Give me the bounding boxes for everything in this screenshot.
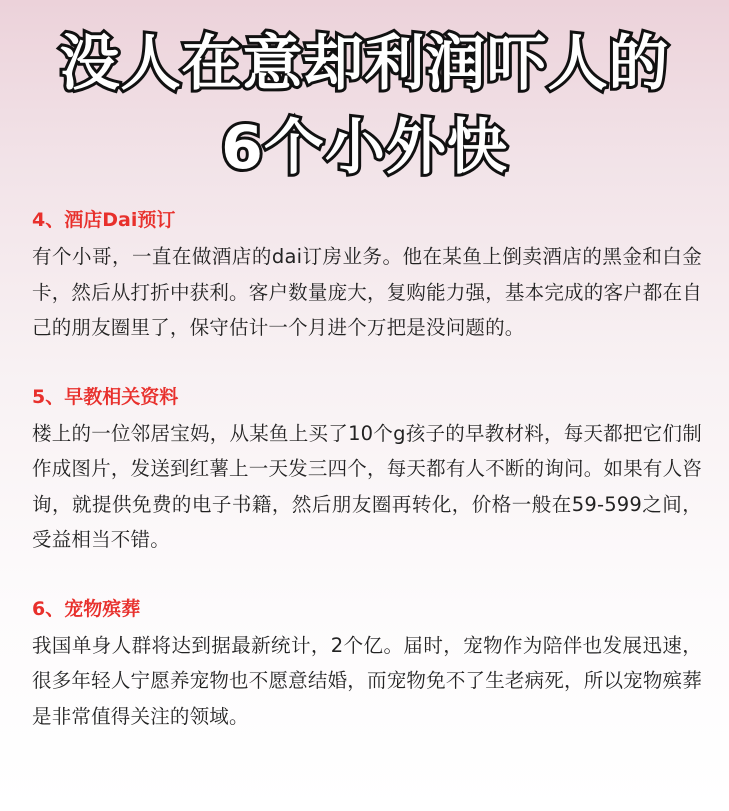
section-heading: 4、酒店Dai预订 — [32, 209, 176, 231]
section-hotel-booking — [32, 205, 702, 346]
article-content — [32, 205, 702, 770]
section-heading: 6、宠物殡葬 — [32, 597, 141, 620]
section-pet-funeral — [32, 594, 702, 735]
title-line-2: 6个小外快 — [221, 113, 508, 183]
section-body: 楼上的一位邻居宝妈，从某鱼上买了10个g孩子的早教材料，每天都把它们制作成图片，发送到红薯上一天发三四个，每天都有人不断的询问。如果有人咨询，就提供免费的电子书籍，然后朋友圈再转化，价格一般在59-599之间，受益相当不错。 — [32, 421, 702, 551]
title-line-1: 没人在意却利润吓人的 — [59, 29, 670, 99]
section-early-education — [32, 382, 702, 558]
section-body: 有个小哥，一直在做酒店的dai订房业务。他在某鱼上倒卖酒店的黑金和白金卡，然后从打折中获利。客户数量庞大，复购能力强，基本完成的客户都在自己的朋友圈里了，保守估计一个月进个万把是没问题的。 — [32, 245, 702, 339]
section-body: 我国单身人群将达到据最新统计，2个亿。届时，宠物作为陪伴也发展迅速，很多年轻人宁愿养宠物也不愿意结婚，而宠物免不了生老病死，所以宠物殡葬是非常值得关注的领域。 — [32, 633, 702, 728]
section-heading: 5、早教相关资料 — [32, 385, 179, 408]
page-title — [0, 22, 729, 190]
